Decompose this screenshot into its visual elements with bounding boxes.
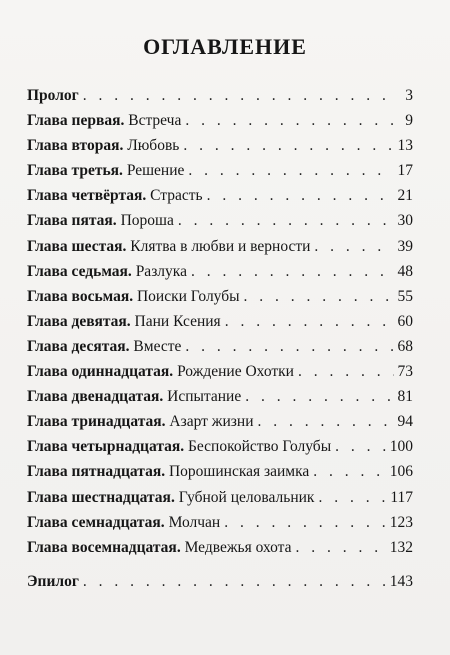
toc-chapter-number: Глава четвёртая.	[27, 187, 147, 205]
toc-chapter-number: Глава девятая.	[27, 312, 131, 330]
toc-entry-chapter-1	[27, 111, 413, 136]
toc-chapter-title: Азарт жизни	[165, 413, 254, 431]
toc-entry-label	[27, 513, 220, 533]
toc-page-number: 117	[390, 488, 413, 506]
toc-entry-chapter-14	[27, 437, 413, 462]
dot-leader	[83, 572, 386, 592]
toc-entry-label	[27, 161, 184, 181]
toc-chapter-title: Поиски Голубы	[133, 287, 240, 305]
toc-page-number: 30	[397, 212, 413, 230]
toc-page-number: 106	[389, 463, 413, 481]
dot-leader	[224, 513, 386, 533]
toc-page-number: 81	[397, 388, 413, 406]
toc-entry-label	[27, 312, 221, 332]
dot-leader	[188, 161, 393, 181]
dot-leader	[335, 437, 386, 457]
dot-leader	[318, 488, 386, 508]
dot-leader	[296, 538, 386, 558]
dot-leader	[83, 86, 395, 106]
toc-entry-label	[27, 136, 179, 156]
dot-leader	[314, 237, 393, 257]
toc-chapter-number: Глава тринадцатая.	[27, 413, 166, 431]
toc-chapter-number: Глава третья.	[27, 162, 123, 180]
toc-chapter-title: Пани Ксения	[130, 312, 221, 330]
toc-entry-label	[27, 211, 174, 231]
toc-chapter-title: Испытание	[163, 388, 242, 406]
toc-entry-label	[27, 362, 294, 382]
toc-entry-label	[27, 488, 314, 508]
toc-chapter-number: Глава шестая.	[27, 237, 127, 255]
toc-chapter-title: Страсть	[146, 187, 203, 205]
toc-entry-chapter-12	[27, 387, 413, 412]
table-of-contents	[27, 86, 413, 597]
toc-page-number: 17	[397, 162, 413, 180]
toc-chapter-title: Вместе	[129, 337, 182, 355]
toc-entry-label	[27, 86, 79, 106]
dot-leader	[185, 111, 395, 131]
toc-chapter-title: Беспокойство Голубы	[184, 438, 332, 456]
toc-entry-chapter-13	[27, 412, 413, 437]
dot-leader	[245, 387, 393, 407]
toc-chapter-number: Глава восьмая.	[27, 287, 134, 305]
toc-chapter-number: Глава восемнадцатая.	[27, 538, 181, 556]
toc-page-number: 60	[397, 312, 413, 330]
toc-entry-prologue	[27, 86, 413, 111]
dot-leader	[313, 462, 385, 482]
toc-chapter-number: Глава пятая.	[27, 212, 117, 230]
dot-leader	[183, 136, 393, 156]
toc-entry-chapter-11	[27, 362, 413, 387]
toc-entry-chapter-16	[27, 488, 413, 513]
toc-entry-label	[27, 387, 241, 407]
toc-chapter-number: Глава десятая.	[27, 337, 130, 355]
toc-page-number: 55	[397, 287, 413, 305]
toc-entry-chapter-10	[27, 337, 413, 362]
toc-page-number: 143	[389, 572, 413, 590]
dot-leader	[185, 337, 393, 357]
toc-chapter-title: Разлука	[131, 262, 187, 280]
toc-page-number: 21	[397, 187, 413, 205]
toc-page-number: 73	[397, 363, 413, 381]
toc-page-number: 100	[389, 438, 413, 456]
toc-entry-chapter-8	[27, 287, 413, 312]
toc-chapter-number: Глава одиннадцатая.	[27, 363, 174, 381]
toc-chapter-title: Губной целовальник	[174, 488, 315, 506]
toc-chapter-number: Глава четырнадцатая.	[27, 438, 185, 456]
toc-chapter-title: Медвежья охота	[180, 538, 292, 556]
toc-entry-chapter-4	[27, 186, 413, 211]
toc-entry-chapter-7	[27, 262, 413, 287]
dot-leader	[207, 186, 394, 206]
dot-leader	[244, 287, 394, 307]
toc-page-number: 13	[397, 137, 413, 155]
toc-entry-chapter-6	[27, 237, 413, 262]
toc-chapter-number: Глава шестнадцатая.	[27, 488, 175, 506]
toc-chapter-number: Эпилог	[27, 572, 79, 590]
page-title: ОГЛАВЛЕНИЕ	[143, 34, 307, 59]
toc-chapter-title: Молчан	[164, 513, 221, 531]
toc-chapter-number: Глава первая.	[27, 112, 125, 130]
toc-page-number: 39	[397, 237, 413, 255]
toc-entry-chapter-15	[27, 462, 413, 487]
toc-chapter-title: Любовь	[123, 137, 180, 155]
dot-leader	[225, 312, 394, 332]
toc-entry-label	[27, 262, 187, 282]
toc-entry-epilogue	[27, 572, 413, 597]
toc-entry-label	[27, 237, 310, 257]
toc-page-number: 68	[397, 337, 413, 355]
dot-leader	[298, 362, 394, 382]
toc-chapter-title: Пороша	[116, 212, 174, 230]
dot-leader	[258, 412, 394, 432]
toc-entry-label	[27, 462, 309, 482]
toc-entry-label	[27, 111, 181, 131]
toc-entry-chapter-2	[27, 136, 413, 161]
toc-entry-label	[27, 437, 331, 457]
toc-entry-label	[27, 186, 203, 206]
toc-entry-label	[27, 412, 254, 432]
toc-entry-chapter-18	[27, 538, 413, 563]
toc-chapter-title: Клятва в любви и верности	[126, 237, 311, 255]
toc-chapter-title: Порошинская заимка	[165, 463, 310, 481]
toc-chapter-number: Глава двенадцатая.	[27, 388, 164, 406]
toc-entry-label	[27, 287, 240, 307]
toc-page-number: 132	[389, 538, 413, 556]
dot-leader	[191, 262, 394, 282]
dot-leader	[178, 211, 394, 231]
toc-entry-chapter-5	[27, 211, 413, 236]
toc-chapter-title: Решение	[122, 162, 185, 180]
toc-page-number: 3	[405, 87, 413, 104]
toc-chapter-title: Рождение Охотки	[173, 363, 294, 381]
toc-entry-label	[27, 337, 181, 357]
toc-chapter-number: Глава семнадцатая.	[27, 513, 165, 531]
toc-chapter-number: Глава седьмая.	[27, 262, 132, 280]
toc-entry-label	[27, 572, 79, 592]
toc-page-number: 9	[405, 112, 413, 130]
toc-chapter-number: Пролог	[27, 87, 79, 104]
toc-entry-chapter-9	[27, 312, 413, 337]
toc-chapter-title: Встреча	[124, 112, 182, 130]
toc-entry-chapter-17	[27, 513, 413, 538]
toc-page-number: 94	[397, 413, 413, 431]
toc-chapter-number: Глава пятнадцатая.	[27, 463, 166, 481]
toc-page-number: 48	[397, 262, 413, 280]
toc-entry-chapter-3	[27, 161, 413, 186]
toc-page-number: 123	[389, 513, 413, 531]
toc-chapter-number: Глава вторая.	[27, 137, 124, 155]
toc-entry-label	[27, 538, 292, 558]
